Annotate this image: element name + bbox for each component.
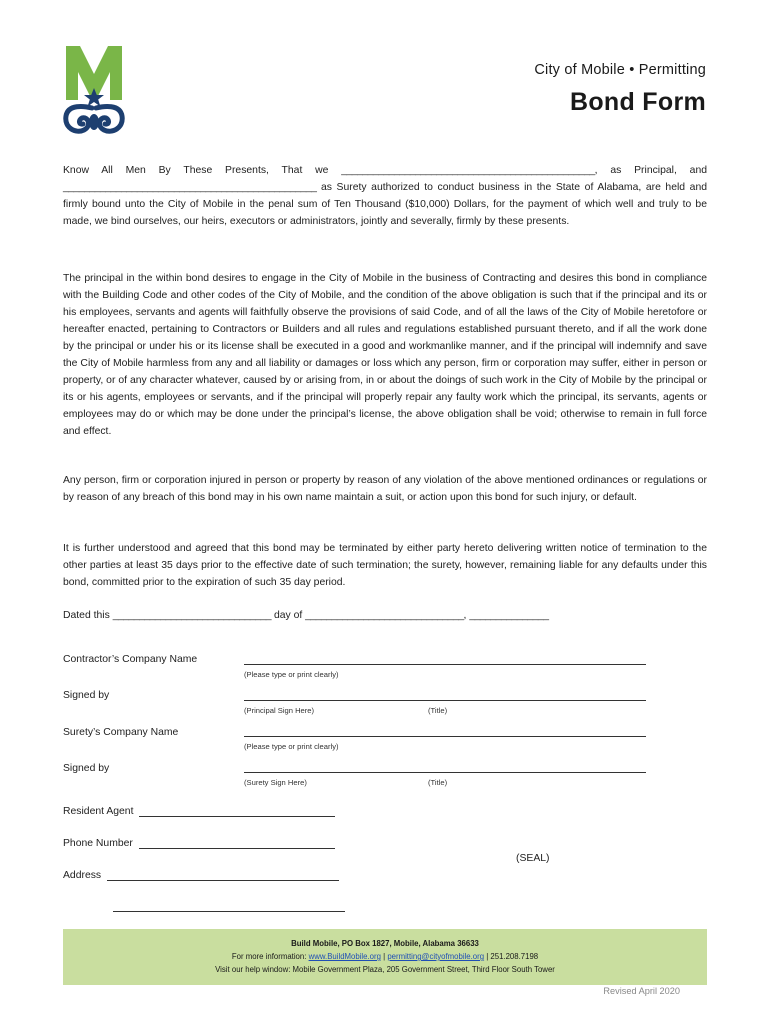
p1-opening: Know All Men By These Presents, That we bbox=[63, 165, 329, 176]
surety-company-caption: (Please type or print clearly) bbox=[244, 742, 339, 751]
resident-agent-line[interactable] bbox=[139, 807, 335, 817]
seal-label: (SEAL) bbox=[516, 853, 550, 864]
principal-sign-caption: (Principal Sign Here) bbox=[244, 706, 315, 715]
logo-scroll-left bbox=[66, 106, 92, 131]
signed-by-label-2: Signed by bbox=[63, 763, 110, 774]
dated-month-blank[interactable]: ______________________________ bbox=[305, 610, 464, 621]
address-label: Address bbox=[63, 870, 102, 881]
footer-contact bbox=[63, 950, 707, 963]
signed-by-label-1: Signed by bbox=[63, 690, 110, 701]
surety-company-label: Surety’s Company Name bbox=[63, 727, 179, 738]
contractor-company-caption: (Please type or print clearly) bbox=[244, 670, 339, 679]
form-title: Bond Form bbox=[569, 88, 706, 116]
paragraph-principal-conditions: The principal in the within bond desires to engage in the City of Mobile in the business of Contracting and desires this bond in compliance with the Building Code and other codes of the City of Mobile, and the condition of the above obligation is such that if the principal and its or his employees, servants and agents will faithfully observe the provisions of said Code, and of all the laws of the City of Mobile heretofore or hereafter enacted, pertaining to Contractors or Builders and all rules and regulations established pursuant thereto, and if all the work done by the principal or under his or its license shall be executed in a good and workmanlike manner, and if the principal will indemnify and save the City of Mobile harmless from any and all liability or damages or loss which any person, firm or corporation may suffer, either in person or property, or of any character whatever, caused by or arising from, in or about the doings of such work in the City of Mobile by the principal or its or his agents, employees or servants, and if the principal will properly repair any faulty work which the principal, its servants, agents or employees may do or which may be done under the principal’s license, the above obligation shall be void; otherwise to remain in full force and effect. bbox=[63, 273, 707, 437]
surety-company-line[interactable] bbox=[244, 736, 646, 737]
logo-scroll-right bbox=[96, 106, 122, 131]
surety-sign-line[interactable] bbox=[244, 772, 646, 773]
footer-info-prefix: For more information: bbox=[231, 952, 307, 961]
footer-separator: | bbox=[383, 952, 386, 961]
revised-date: Revised April 2020 bbox=[603, 986, 680, 996]
dated-comma: , bbox=[463, 610, 467, 621]
logo-scroll-center bbox=[89, 114, 99, 130]
city-of-mobile-logo bbox=[62, 44, 126, 136]
address-line-2[interactable] bbox=[113, 902, 345, 912]
logo-star bbox=[84, 88, 104, 107]
principal-sign-line[interactable] bbox=[244, 700, 646, 701]
surety-title-caption: (Title) bbox=[428, 778, 448, 787]
paragraph-know-all-men bbox=[63, 162, 707, 230]
footer-address: Build Mobile, PO Box 1827, Mobile, Alabama 36633 bbox=[291, 939, 479, 948]
footer-email-link[interactable]: permitting@cityofmobile.org bbox=[387, 952, 485, 961]
p1-surety-text: as Surety authorized to conduct business in the State of Alabama, are held and firmly bound unto the City of Mobile in the penal sum of Ten Thousand ($10,000) Dollars, for the payment of which well and truly to be made, we bind ourselves, our heirs, executors or administrators, jointly and severally, firmly by these presents. bbox=[63, 182, 708, 227]
footer-help-window: Visit our help window: Mobile Government Plaza, 205 Government Street, Third Floor South Tower bbox=[215, 965, 555, 974]
surety-sign-caption: (Surety Sign Here) bbox=[244, 778, 307, 787]
footer-banner bbox=[63, 929, 707, 985]
contractor-company-label: Contractor’s Company Name bbox=[63, 654, 198, 665]
resident-agent-label: Resident Agent bbox=[63, 806, 134, 817]
dated-day-blank[interactable]: ______________________________ bbox=[112, 610, 272, 621]
dated-line bbox=[63, 607, 707, 624]
dated-prefix: Dated this bbox=[63, 610, 110, 621]
footer-website-link[interactable]: www.BuildMobile.org bbox=[308, 952, 381, 961]
principal-name-blank[interactable]: ________________________________________________ bbox=[341, 165, 595, 176]
phone-number-line[interactable] bbox=[139, 839, 335, 849]
resident-agent-row bbox=[63, 806, 335, 817]
phone-number-row bbox=[63, 838, 335, 849]
footer-phone: | 251.208.7198 bbox=[486, 952, 539, 961]
address-row-2 bbox=[113, 902, 345, 912]
dated-middle: day of bbox=[273, 610, 303, 621]
contractor-company-line[interactable] bbox=[244, 664, 646, 665]
dated-year-blank[interactable]: _______________ bbox=[469, 610, 549, 621]
org-line: City of Mobile • Permitting bbox=[534, 62, 706, 78]
header bbox=[534, 62, 706, 117]
paragraph-termination: It is further understood and agreed that this bond may be terminated by either party hereto delivering written notice of termination to the other parties at least 35 days prior to the effective date of such termination; the surety, however, remaining liable for any defaults under this bond, committed prior to the expiration of such 35 day period. bbox=[63, 543, 707, 588]
surety-name-blank[interactable]: ________________________________________________ bbox=[63, 182, 317, 193]
principal-title-caption: (Title) bbox=[428, 706, 448, 715]
address-row bbox=[63, 870, 339, 881]
phone-number-label: Phone Number bbox=[63, 838, 133, 849]
p1-as-principal: , as Principal, and bbox=[594, 165, 707, 176]
address-line-1[interactable] bbox=[107, 871, 339, 881]
paragraph-injury-suit: Any person, firm or corporation injured in person or property by reason of any violation of the above mentioned ordinances or regulations or by reason of any breach of this bond may in his own name maintain a suit, or action upon this bond for such injury, or default. bbox=[63, 475, 707, 503]
